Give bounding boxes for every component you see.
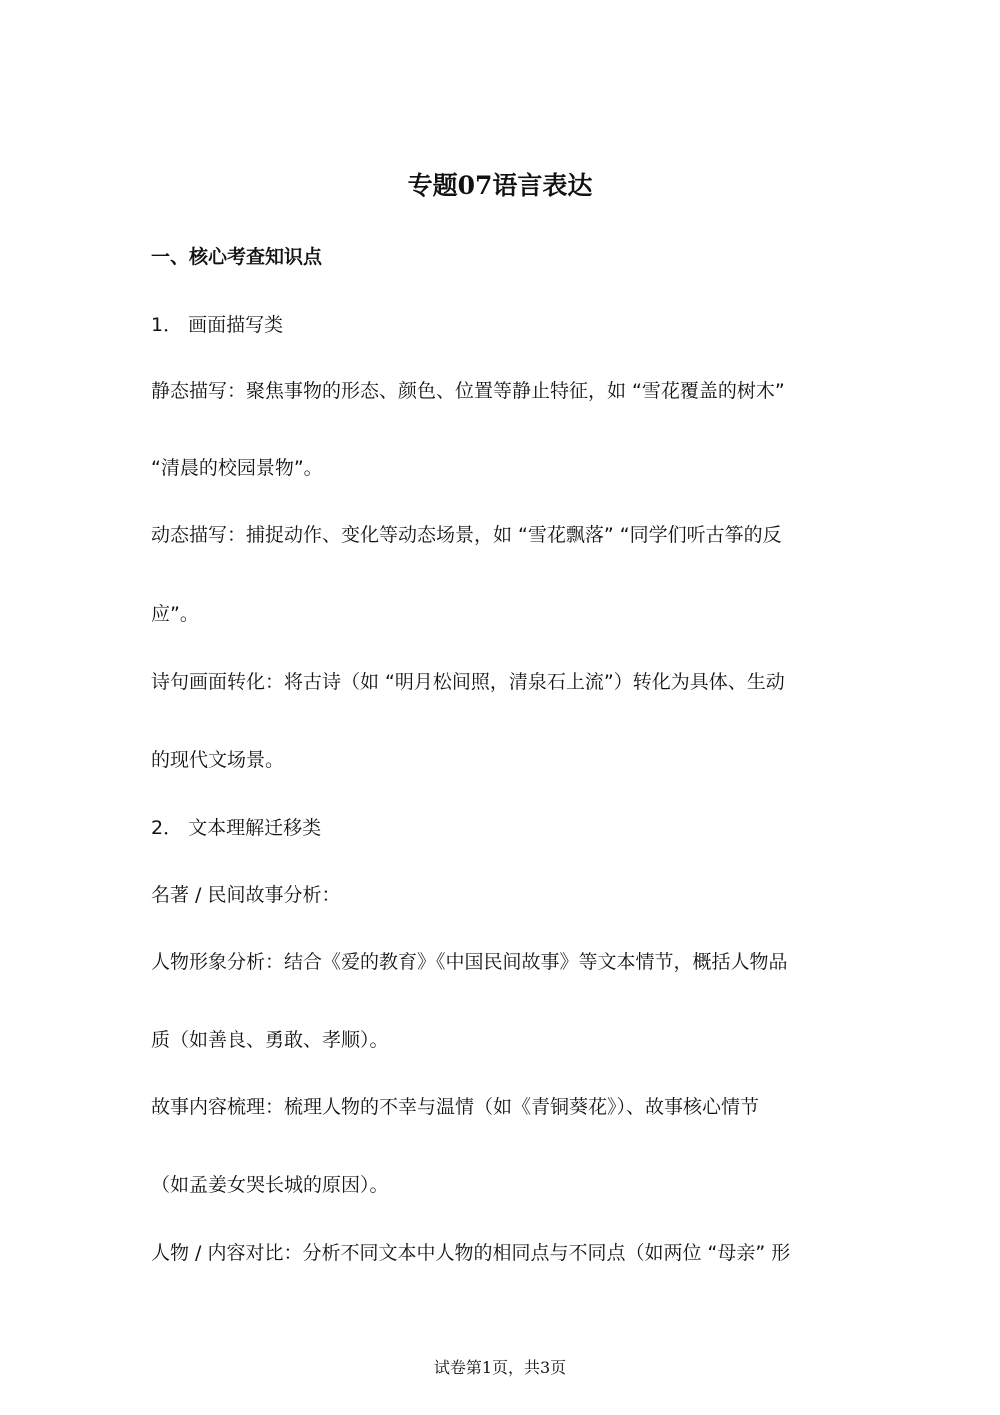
paragraph-line: 的现代文场景。: [151, 749, 285, 771]
paragraph-line: “清晨的校园景物”。: [151, 457, 323, 479]
page-footer: 试卷第1页，共3页: [433, 1358, 567, 1377]
paragraph-line: （如孟姜女哭长城的原因）。: [151, 1174, 389, 1196]
section-heading: 一、核心考查知识点: [151, 246, 323, 268]
paragraph-line: 诗句画面转化：将古诗（如 “明月松间照，清泉石上流”）转化为具体、生动: [151, 671, 785, 693]
paragraph-line: 人物形象分析：结合《爱的教育》《中国民间故事》等文本情节，概括人物品: [151, 951, 788, 973]
subsection-heading: 2． 文本理解迁移类: [151, 817, 322, 839]
document-title: 专题07语言表达: [407, 171, 593, 200]
paragraph-line: 名著 / 民间故事分析：: [151, 884, 341, 906]
paragraph-line: 动态描写：捕捉动作、变化等动态场景，如 “雪花飘落” “同学们听古筝的反: [151, 524, 782, 546]
paragraph-line: 人物 / 内容对比：分析不同文本中人物的相同点与不同点（如两位 “母亲” 形: [151, 1242, 791, 1264]
paragraph-line: 静态描写：聚焦事物的形态、颜色、位置等静止特征，如 “雪花覆盖的树木”: [151, 380, 785, 402]
paragraph-line: 质（如善良、勇敢、孝顺）。: [151, 1029, 389, 1051]
paragraph-line: 应”。: [151, 603, 199, 625]
subsection-heading: 1． 画面描写类: [151, 314, 284, 336]
paragraph-line: 故事内容梳理：梳理人物的不幸与温情（如《青铜葵花》）、故事核心情节: [151, 1096, 760, 1118]
